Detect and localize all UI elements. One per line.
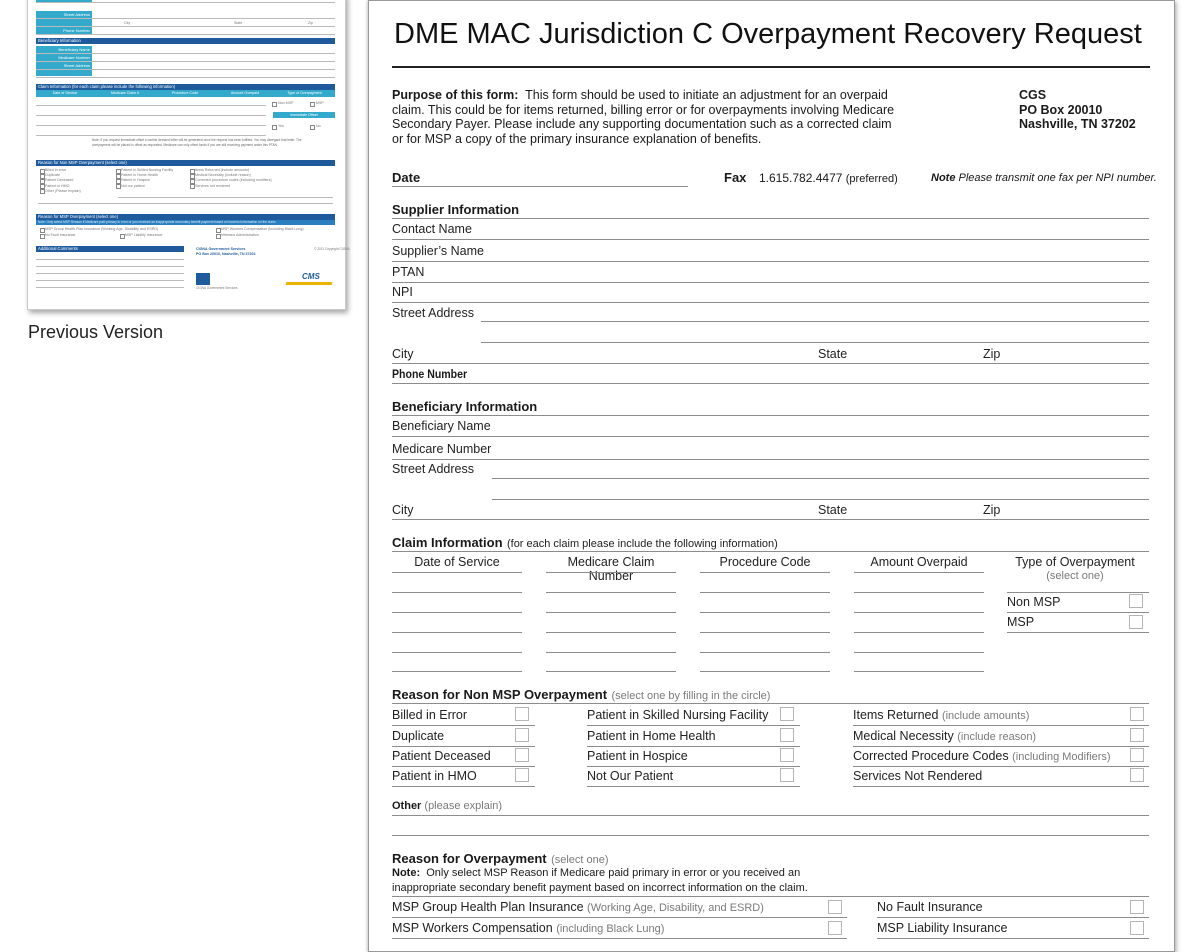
procedure-code-field[interactable]	[700, 592, 830, 593]
medicare-claim-number-header: Medicare Claim Number	[567, 555, 655, 583]
thumb-label-ben-name: Beneficiary Name	[36, 46, 92, 54]
thumb-msp-reason: MSP Group Health Plan Insurance (Working Age, Disability and ESRD)	[45, 227, 159, 231]
thumb-row	[36, 27, 335, 35]
reason-col1-label: Patient Deceased	[392, 749, 491, 763]
form-title: DME MAC Jurisdiction C Overpayment Recovery Request	[394, 18, 1142, 50]
fax-preferred: (preferred)	[845, 173, 898, 185]
reason-col3-hint: (include reason)	[957, 731, 1037, 743]
thumb-reason: Duplicate	[45, 173, 60, 178]
thumb-col: Date of Service	[52, 91, 78, 95]
thumb-label-ben-street: Street Address	[36, 62, 92, 76]
overpayment-title: Reason for Overpayment	[392, 851, 547, 866]
suppliers-name-field[interactable]	[392, 261, 1149, 262]
amount-overpaid-field[interactable]	[854, 632, 984, 633]
other-field[interactable]	[392, 815, 1149, 816]
msp-reason-hint: (including Black Lung)	[556, 923, 665, 935]
type-msp-checkbox[interactable]	[1129, 615, 1143, 629]
reason-col1-checkbox[interactable]	[515, 707, 529, 721]
beneficiary-name-label: Beneficiary Name	[392, 419, 491, 433]
rule	[1007, 592, 1149, 593]
overpayment-note-line: Only select MSP Reason if Medicare paid primary in error or you received an	[426, 867, 801, 879]
rule	[853, 746, 1149, 747]
thumb-msp-reason: Veterans Administration	[221, 233, 259, 237]
fax-note	[931, 172, 1157, 184]
thumb-checkbox	[310, 102, 315, 107]
phone-label: Phone Number	[392, 367, 468, 381]
beneficiary-name-field[interactable]	[392, 436, 1149, 437]
thumb-line	[38, 203, 333, 204]
supplier-section-title: Supplier Information	[392, 202, 520, 217]
claim-section-header	[392, 534, 778, 552]
purpose-line: or for MSP a copy of the primary insurance explanation of benefits.	[392, 131, 762, 146]
thumb-msp-reason: MSP Liability Insurance	[125, 233, 163, 237]
amount-overpaid-field[interactable]	[854, 612, 984, 613]
reason-col3-checkbox[interactable]	[1130, 728, 1144, 742]
reason-col3-checkbox[interactable]	[1130, 768, 1144, 782]
rule	[392, 551, 1149, 552]
reason-col3-label	[853, 749, 1111, 763]
type-non-msp-checkbox[interactable]	[1129, 594, 1143, 608]
thumb-line	[36, 287, 184, 288]
rule	[853, 786, 1149, 787]
previous-version-thumbnail	[27, 0, 350, 310]
reason-col2-checkbox[interactable]	[780, 748, 794, 762]
thumb-row	[36, 62, 335, 70]
type-non-msp-label: Non MSP	[1007, 595, 1061, 609]
npi-label: NPI	[392, 285, 413, 299]
thumb-reason: Items Returned (include amounts)	[195, 168, 250, 172]
thumb-row	[36, 54, 335, 62]
address-line: Nashville, TN 37202	[1019, 117, 1136, 131]
thumb-line	[36, 125, 266, 126]
reason-col3-text: Medical Necessity	[853, 729, 954, 743]
thumb-checkbox	[272, 102, 277, 107]
rule	[392, 766, 535, 767]
msp-reason-checkbox[interactable]	[1130, 921, 1144, 935]
thumb-checkbox	[310, 125, 315, 130]
msp-reason-label	[392, 900, 764, 914]
thumb-msp-reason: MSP Workers Compensation (including Black Lung)	[221, 227, 304, 231]
rule	[392, 218, 1149, 219]
thumb-reason: Billed in error	[45, 168, 67, 172]
rule	[392, 703, 1149, 704]
thumb-state: State	[234, 21, 243, 25]
non-msp-hint: (select one by filling in the circle)	[611, 690, 771, 702]
procedure-code-field[interactable]	[700, 632, 830, 633]
rule	[392, 786, 535, 787]
thumb-col: Procedure Code	[171, 91, 199, 95]
thumb-reason: Patient in HMO	[45, 183, 70, 188]
type-overpayment-title: Type of Overpayment	[1015, 555, 1135, 569]
rule	[392, 746, 535, 747]
reason-col1-checkbox[interactable]	[515, 748, 529, 762]
thumb-offset-opt: Yes	[278, 124, 284, 128]
other-field-line-2[interactable]	[392, 835, 1149, 836]
fax-number	[759, 171, 898, 185]
mailing-address	[1019, 88, 1136, 132]
purpose-block	[392, 88, 894, 146]
thumb-cigna-logo-icon	[196, 273, 210, 285]
type-overpayment-hint: (select one)	[1046, 570, 1104, 582]
contact-name-field[interactable]	[392, 239, 1149, 240]
supplier-state-label: State	[818, 347, 848, 361]
thumb-note: Note: If you request immediate offset a routine demand letter will be generated once the request has been fulfilled. You may disregard that letter. The overpayment will be placed in offset as requested. Medicare can only offset funds if you are still receiving payment under this PTAN.	[92, 138, 302, 147]
address-line: CGS	[1019, 88, 1047, 102]
thumb-reason: Patient Deceased	[45, 178, 74, 183]
thumb-checkbox	[272, 125, 277, 130]
thumb-type-opt: Non MSP	[278, 101, 294, 105]
fax-note-label: Note	[931, 172, 956, 184]
thumb-line	[36, 135, 266, 136]
reason-col3-hint: (include amounts)	[941, 710, 1030, 722]
medicare-claim-number-field[interactable]	[546, 671, 676, 672]
rule	[587, 746, 800, 747]
msp-reason-label	[392, 921, 664, 935]
msp-reason-text: MSP Group Health Plan Insurance	[392, 900, 584, 914]
medicare-claim-number-field[interactable]	[546, 592, 676, 593]
street-address-line-2[interactable]	[481, 342, 1149, 343]
address-line: PO Box 20010	[1019, 102, 1103, 117]
rule	[392, 415, 1149, 416]
thumb-label-medicare: Medicare Number	[36, 54, 92, 62]
date-of-service-field[interactable]	[392, 572, 522, 573]
date-of-service-field[interactable]	[392, 592, 522, 593]
date-of-service-field[interactable]	[392, 632, 522, 633]
thumb-line	[36, 280, 184, 281]
thumb-bar-comments: Additional Comments	[36, 246, 184, 252]
other-label-group	[392, 800, 502, 812]
title-rule	[392, 66, 1150, 68]
thumb-reason: Not our patient	[121, 183, 145, 188]
msp-reason-checkbox[interactable]	[828, 921, 842, 935]
ben-city-label: City	[392, 503, 414, 517]
thumb-reason: Patient in Home Health	[121, 173, 158, 178]
supplier-city-field[interactable]	[392, 363, 1149, 364]
thumb-label-phone: Phone Number	[36, 27, 92, 35]
thumb-row	[36, 11, 335, 19]
procedure-code-field[interactable]	[700, 572, 830, 573]
thumb-bar-beneficiary: Beneficiary Information	[36, 38, 335, 44]
msp-reason-checkbox[interactable]	[828, 900, 842, 914]
thumb-city: City	[124, 21, 131, 25]
supplier-zip-label: Zip	[983, 347, 1001, 361]
ptan-field[interactable]	[392, 282, 1149, 283]
thumb-row	[36, 70, 335, 78]
procedure-code-field[interactable]	[700, 612, 830, 613]
thumb-line	[36, 259, 184, 260]
reason-col3-label	[853, 708, 1029, 722]
thumb-label-street: Street Address	[36, 11, 92, 19]
rule	[392, 938, 847, 939]
thumb-row	[36, 46, 335, 54]
reason-col2-checkbox[interactable]	[780, 707, 794, 721]
amount-overpaid-field[interactable]	[854, 592, 984, 593]
procedure-code-field[interactable]	[700, 671, 830, 672]
beneficiary-section-title: Beneficiary Information	[392, 399, 538, 414]
thumb-line	[36, 273, 184, 274]
reason-col1-checkbox[interactable]	[515, 728, 529, 742]
rule	[587, 725, 800, 726]
reason-col2-label: Patient in Hospice	[587, 749, 688, 763]
reason-col1-label: Duplicate	[392, 729, 445, 743]
msp-reason-label: MSP Liability Insurance	[877, 921, 1008, 935]
msp-reason-label: No Fault Insurance	[877, 900, 983, 914]
reason-col3-checkbox[interactable]	[1130, 707, 1144, 721]
reason-col3-text: Services Not Rendered	[853, 769, 983, 783]
thumb-row	[36, 19, 335, 27]
purpose-line: This form should be used to initiate an adjustment for an overpaid	[525, 88, 888, 102]
medicare-number-label: Medicare Number	[392, 442, 492, 456]
overpayment-hint: (select one)	[551, 854, 609, 866]
fax-label: Fax	[724, 170, 747, 185]
thumb-footer-addr: PO Box 20010, Nashville, TN 37202	[196, 252, 256, 256]
reason-col3-hint: (including Modifiers)	[1012, 751, 1111, 763]
msp-reason-text: MSP Workers Compensation	[392, 921, 553, 935]
thumb-row	[36, 0, 335, 3]
reason-col2-label: Patient in Home Health	[587, 729, 716, 743]
date-of-service-field[interactable]	[392, 671, 522, 672]
thumb-zip: Zip	[308, 21, 313, 25]
amount-overpaid-field[interactable]	[854, 652, 984, 653]
ben-city-field[interactable]	[392, 519, 1149, 520]
rule	[1007, 632, 1149, 633]
reason-col3-checkbox[interactable]	[1130, 748, 1144, 762]
date-field[interactable]	[392, 186, 688, 187]
reason-col3-label	[853, 769, 982, 783]
rule	[392, 725, 535, 726]
rule	[1007, 612, 1149, 613]
rule	[392, 896, 1149, 897]
reason-col3-label	[853, 729, 1036, 743]
supplier-city-label: City	[392, 347, 414, 361]
thumb-col: Medicare Claim #	[111, 91, 139, 95]
contact-name-label: Contact Name	[392, 222, 472, 236]
fax-note-text: Please transmit one fax per NPI number.	[958, 172, 1157, 184]
overpayment-note	[392, 866, 808, 895]
reason-col2-checkbox[interactable]	[780, 728, 794, 742]
reason-col1-checkbox[interactable]	[515, 768, 529, 782]
other-label: Other	[392, 800, 422, 812]
thumb-line	[36, 266, 184, 267]
non-msp-header	[392, 686, 770, 704]
rule	[853, 725, 1149, 726]
rule	[877, 938, 1149, 939]
thumb-type-opt: MSP	[316, 101, 324, 105]
thumb-msp-note: Note: Only select MSP Reason if Medicare paid primary in error or you received an inappropriate secondary benefit payment based on incorrect information on the claim.	[36, 220, 335, 225]
medicare-claim-number-field[interactable]	[546, 652, 676, 653]
date-of-service-header: Date of Service	[414, 555, 500, 569]
thumb-cms-logo	[286, 273, 334, 287]
thumb-reason: Patient in Hospice	[121, 178, 150, 183]
npi-field[interactable]	[392, 302, 1149, 303]
rule	[587, 786, 800, 787]
overpayment-note-label: Note:	[392, 867, 421, 879]
thumb-offset-header: Immediate Offset	[273, 112, 335, 118]
thumb-claim-header	[36, 90, 335, 97]
thumb-footer-org: CIGNA Government Services	[196, 247, 246, 251]
thumb-bar-msp: Reason for MSP Overpayment (select one)	[36, 214, 335, 220]
type-msp-label: MSP	[1007, 615, 1035, 629]
reason-col1-label: Patient in HMO	[392, 769, 477, 783]
date-label: Date	[392, 170, 421, 185]
rule	[587, 766, 800, 767]
date-of-service-field[interactable]	[392, 652, 522, 653]
claim-section-title: Claim Information	[392, 535, 503, 550]
form-page	[368, 0, 1175, 952]
thumb-line	[118, 197, 333, 198]
thumb-reason: Other (Please explain)	[45, 188, 81, 193]
thumb-cms-logo-text: CMS	[302, 272, 320, 281]
thumb-reason: Corrected procedure codes (including modifiers)	[195, 178, 272, 183]
thumb-bar-non-msp: Reason for Non MSP Overpayment (select one)	[36, 160, 335, 166]
thumb-line	[36, 115, 266, 116]
procedure-code-header: Procedure Code	[719, 555, 811, 569]
thumb-offset-opt: No	[316, 124, 321, 128]
phone-field[interactable]	[392, 383, 1149, 384]
overpayment-note-line: inappropriate secondary benefit payment based on incorrect information on the claim.	[392, 881, 808, 894]
street-address-label: Street Address	[392, 306, 474, 320]
thumb-col: Type of Overpayment	[287, 91, 322, 95]
thumb-bar-claim: Claim Information (for each claim please include the following information)	[36, 84, 335, 90]
purpose-line: Secondary Payer. Please include any supporting documentation such as a corrected claim	[392, 117, 892, 131]
medicare-claim-number-field[interactable]	[546, 572, 676, 573]
purpose-line: claim. This could be for items returned, billing error or for overpayments involving Medicare	[392, 102, 895, 117]
thumb-copyright: © 2011 Copyright CIGNA	[314, 247, 350, 251]
other-hint: (please explain)	[424, 800, 503, 812]
ben-state-label: State	[818, 503, 848, 517]
reason-col2-label: Not Our Patient	[587, 769, 674, 783]
ben-street-line-2[interactable]	[492, 499, 1149, 500]
reason-col3-text: Corrected Procedure Codes	[853, 749, 1009, 763]
amount-overpaid-header: Amount Overpaid	[870, 555, 968, 569]
suppliers-name-label: Supplier’s Name	[392, 244, 484, 258]
fax-number-value: 1.615.782.4477	[759, 171, 843, 185]
thumb-line	[36, 105, 266, 106]
previous-version-caption: Previous Version	[28, 322, 164, 342]
rule	[392, 917, 847, 918]
reason-col1-label: Billed in Error	[392, 708, 468, 722]
ben-zip-label: Zip	[983, 503, 1001, 517]
medicare-claim-number-field[interactable]	[546, 632, 676, 633]
ben-street-address-label: Street Address	[392, 462, 474, 476]
amount-overpaid-field[interactable]	[854, 671, 984, 672]
ben-street-field[interactable]	[492, 478, 1149, 479]
reason-col3-text: Items Returned	[853, 708, 939, 722]
claim-section-hint: (for each claim please include the following information)	[506, 538, 778, 550]
date-of-service-field[interactable]	[392, 612, 522, 613]
thumb-reason: Services not rendered	[195, 183, 231, 188]
thumb-reason: Patient in Skilled Nursing Facility	[121, 168, 174, 172]
street-address-field[interactable]	[481, 321, 1149, 322]
reason-col2-checkbox[interactable]	[780, 768, 794, 782]
rule	[877, 917, 1149, 918]
procedure-code-field[interactable]	[700, 652, 830, 653]
thumb-reason: Medical Necessity (include reason)	[195, 173, 251, 178]
thumb-cms-swoosh	[285, 282, 332, 285]
msp-reason-hint: (Working Age, Disability, and ESRD)	[587, 902, 764, 914]
ptan-label: PTAN	[392, 265, 425, 279]
thumb-msp-reason: No Fault Insurance	[45, 233, 76, 237]
rule	[853, 766, 1149, 767]
purpose-label: Purpose of this form:	[392, 88, 519, 102]
medicare-number-field[interactable]	[392, 459, 1149, 460]
medicare-claim-number-field[interactable]	[546, 612, 676, 613]
msp-reason-checkbox[interactable]	[1130, 900, 1144, 914]
reason-col2-label: Patient in Skilled Nursing Facility	[587, 708, 769, 722]
thumb-col: Amount Overpaid	[231, 91, 259, 95]
non-msp-title: Reason for Non MSP Overpayment	[392, 687, 608, 702]
amount-overpaid-field[interactable]	[854, 572, 984, 573]
thumb-cigna-logo-text: CIGNA Government Services	[196, 286, 238, 290]
